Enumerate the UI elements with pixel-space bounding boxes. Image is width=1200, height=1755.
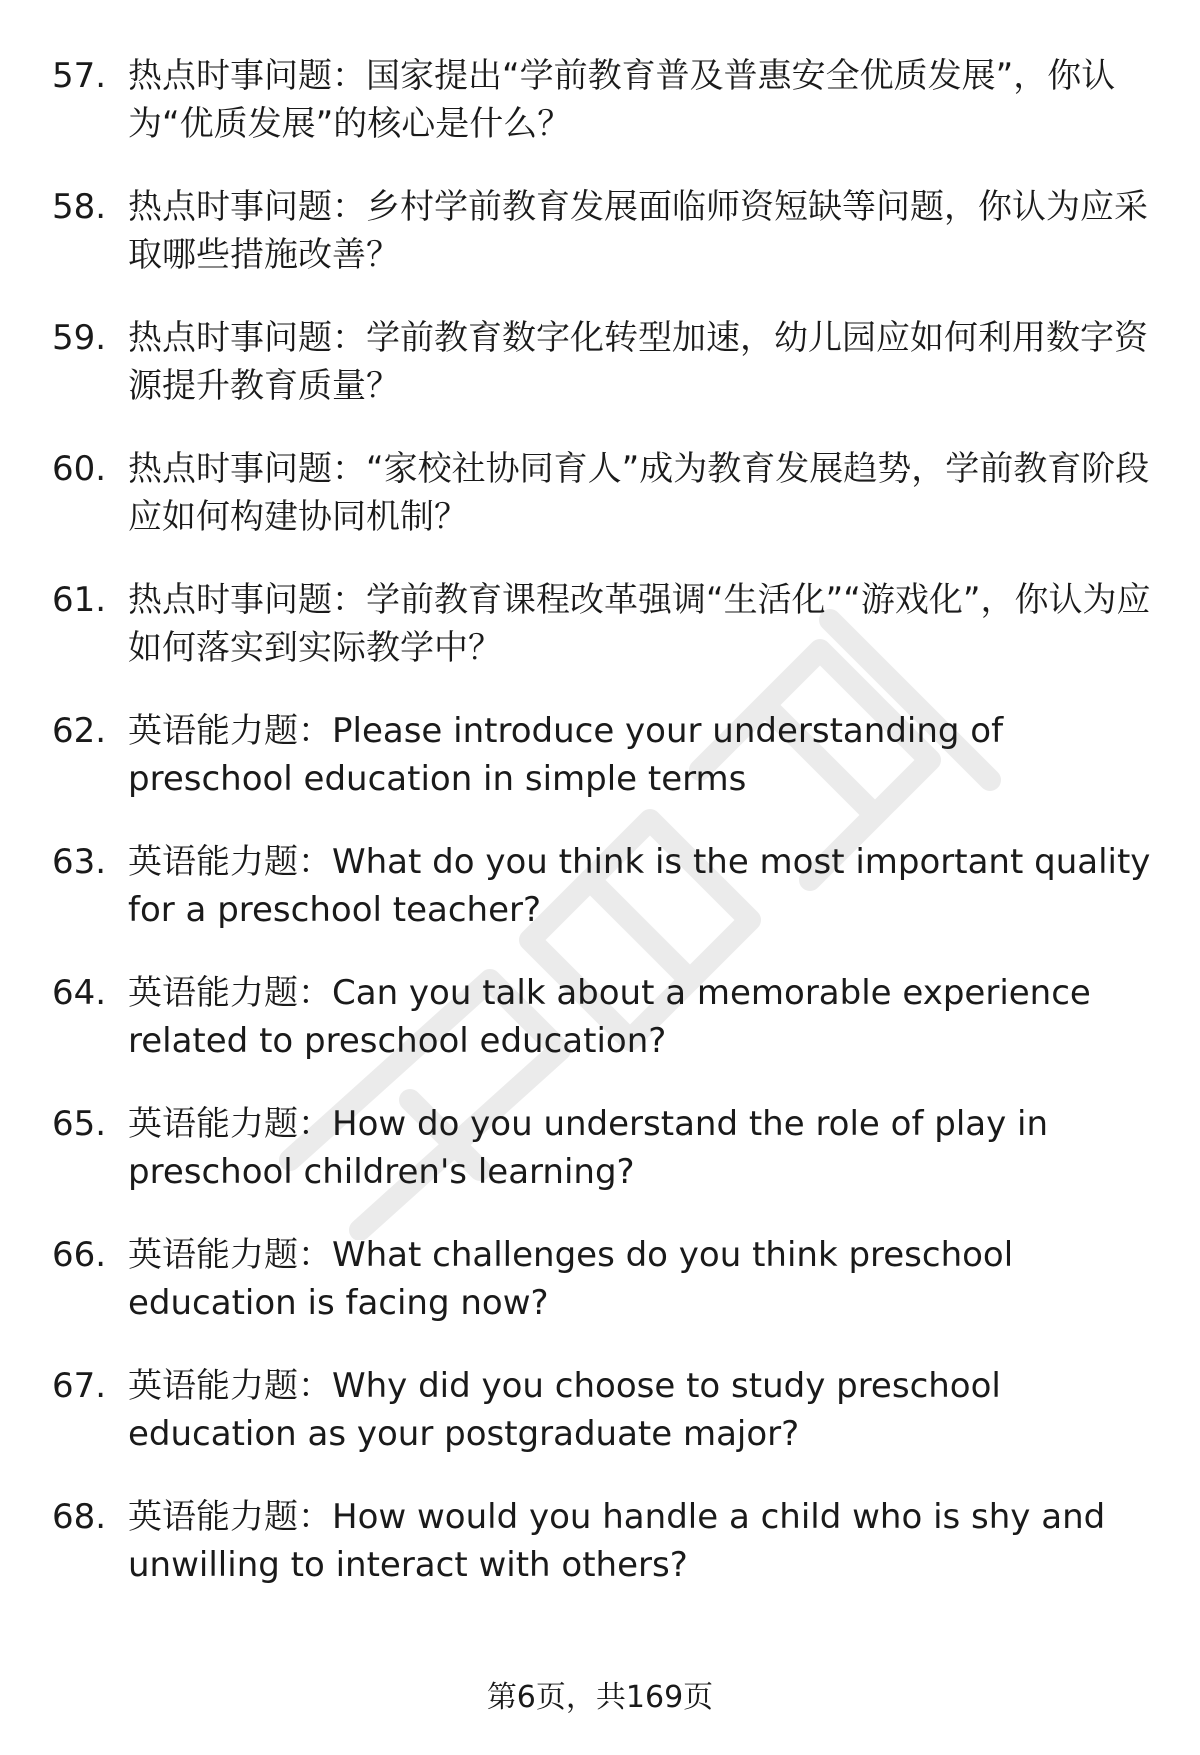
question-text: 英语能力题：Why did you choose to study preschool education as your postgraduate major? <box>128 1366 1001 1454</box>
page-number-footer: 第6页，共169页 <box>486 1680 714 1715</box>
question-text: 英语能力题：How would you handle a child who is shy and unwilling to interact with others? <box>128 1497 1106 1585</box>
question-text: 英语能力题：Please introduce your understanding of preschool education in simple terms <box>128 711 1004 799</box>
question-text: 热点时事问题：国家提出“学前教育普及普惠安全优质发展”，你认为“优质发展”的核心是什么？ <box>128 56 1116 144</box>
question-list <box>52 52 1152 1624</box>
question-number: 63. <box>52 842 107 882</box>
question-text: 热点时事问题：“家校社协同育人”成为教育发展趋势，学前教育阶段应如何构建协同机制？ <box>128 449 1150 537</box>
question-number: 67. <box>52 1366 107 1406</box>
question-text: 热点时事问题：乡村学前教育发展面临师资短缺等问题，你认为应采取哪些措施改善？ <box>128 187 1148 275</box>
question-text: 英语能力题：How do you understand the role of play in preschool children's learning? <box>128 1104 1049 1192</box>
list-item <box>52 1493 1152 1624</box>
list-item <box>52 576 1152 707</box>
question-text: 英语能力题：What challenges do you think preschool education is facing now? <box>128 1235 1014 1323</box>
question-text: 英语能力题：What do you think is the most important quality for a preschool teacher? <box>128 842 1151 930</box>
question-number: 66. <box>52 1235 107 1275</box>
list-item <box>52 52 1152 183</box>
question-number: 65. <box>52 1104 107 1144</box>
list-item <box>52 838 1152 969</box>
list-item <box>52 183 1152 314</box>
question-number: 59. <box>52 318 107 358</box>
list-item <box>52 445 1152 576</box>
list-item <box>52 1231 1152 1362</box>
list-item <box>52 1100 1152 1231</box>
question-number: 61. <box>52 580 107 620</box>
list-item <box>52 1362 1152 1493</box>
question-number: 57. <box>52 56 107 96</box>
list-item <box>52 969 1152 1100</box>
question-number: 60. <box>52 449 107 489</box>
question-number: 58. <box>52 187 107 227</box>
question-text: 热点时事问题：学前教育课程改革强调“生活化”“游戏化”，你认为应如何落实到实际教学中？ <box>128 580 1151 668</box>
question-number: 64. <box>52 973 107 1013</box>
question-text: 热点时事问题：学前教育数字化转型加速，幼儿园应如何利用数字资源提升教育质量？ <box>128 318 1148 406</box>
list-item <box>52 314 1152 445</box>
question-text: 英语能力题：Can you talk about a memorable experience related to preschool education? <box>128 973 1091 1061</box>
question-number: 68. <box>52 1497 107 1537</box>
question-number: 62. <box>52 711 107 751</box>
list-item <box>52 707 1152 838</box>
